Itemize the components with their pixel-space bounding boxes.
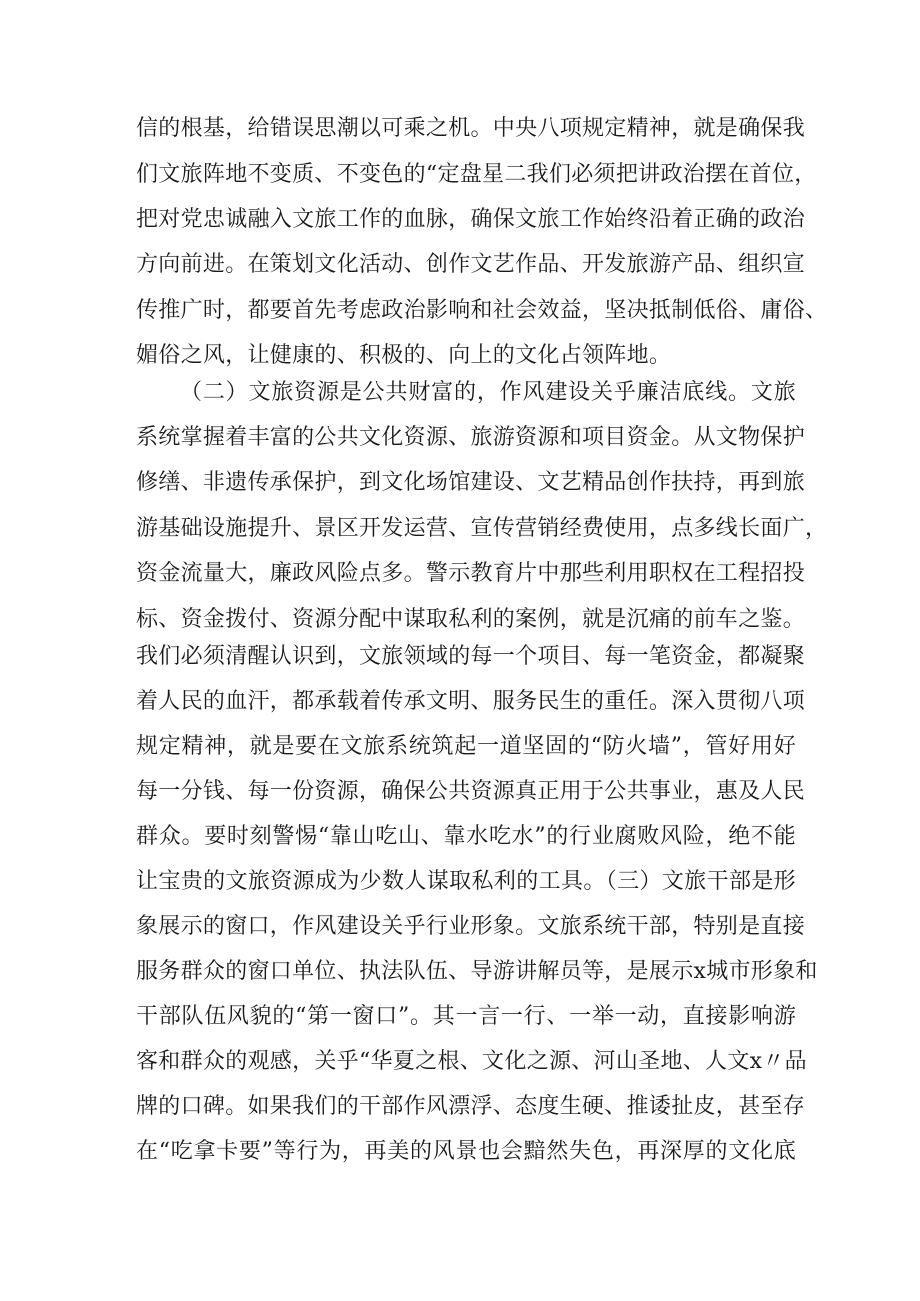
text-line: 把对党忠诚融入文旅工作的血脉，确保文旅工作始终沿着正确的政治 [136, 207, 806, 232]
text-line: 系统掌握着丰富的公共文化资源、旅游资源和项目资金。从文物保护 [136, 425, 806, 450]
text-line: 修缮、非遗传承保护，到文化场馆建设、文艺精品创作扶持，再到旅 [136, 470, 806, 495]
text-line: 在“吃拿卡要”等行为，再美的风景也会黯然失色，再深厚的文化底 [136, 1139, 796, 1164]
text-line: 客和群众的观感，关乎“华夏之根、文化之源、河山圣地、人文x〃品 [136, 1049, 807, 1074]
text-line: 们文旅阵地不变质、不变色的“定盘星二我们必须把讲政治摆在首位， [136, 162, 817, 187]
text-line: 传推广时，都要首先考虑政治影响和社会效益，坚决抵制低俗、庸俗、 [136, 298, 828, 323]
paragraph-start-line: （二）文旅资源是公共财富的，作风建设关乎廉洁底线。文旅 [180, 380, 796, 405]
text-line: 我们必须清醒认识到，文旅领域的每一个项目、每一笔资金，都凝聚 [136, 644, 806, 669]
text-line: 着人民的血汗，都承载着传承文明、服务民生的重任。深入贯彻八项 [136, 689, 806, 714]
text-line: 服务群众的窗口单位、执法队伍、导游讲解员等，是展示x城市形象和 [136, 959, 818, 984]
text-line: 信的根基，给错误思潮以可乘之机。中央八项规定精神，就是确保我 [136, 116, 806, 141]
text-line: 媚俗之风，让健康的、积极的、向上的文化占领阵地。 [136, 343, 672, 368]
text-line: 象展示的窗口，作风建设关乎行业形象。文旅系统干部，特别是直接 [136, 914, 806, 939]
text-line: 方向前进。在策划文化活动、创作文艺作品、开发旅游产品、组织宣 [136, 252, 806, 277]
text-line: 让宝贵的文旅资源成为少数人谋取私利的工具。（三）文旅干部是形 [136, 869, 796, 894]
text-line: 每一分钱、每一份资源，确保公共资源真正用于公共事业，惠及人民 [136, 779, 806, 804]
text-line: 资金流量大，廉政风险点多。警示教育片中那些利用职权在工程招投 [136, 561, 806, 586]
text-line: 干部队伍风貌的“第一窗口”。其一言一行、一举一动，直接影响游 [136, 1004, 796, 1029]
text-line: 群众。要时刻警惕“靠山吃山、靠水吃水”的行业腐败风险，绝不能 [136, 824, 796, 849]
text-line: 游基础设施提升、景区开发运营、宣传营销经费使用，点多线长面广， [136, 516, 828, 541]
text-line: 标、资金拨付、资源分配中谋取私利的案例，就是沉痛的前车之鉴。 [136, 607, 806, 632]
text-line: 牌的口碑。如果我们的干部作风漂浮、态度生硬、推诿扯皮，甚至存 [136, 1094, 806, 1119]
text-line: 规定精神，就是要在文旅系统筑起一道坚固的“防火墙”，管好用好 [136, 734, 796, 759]
